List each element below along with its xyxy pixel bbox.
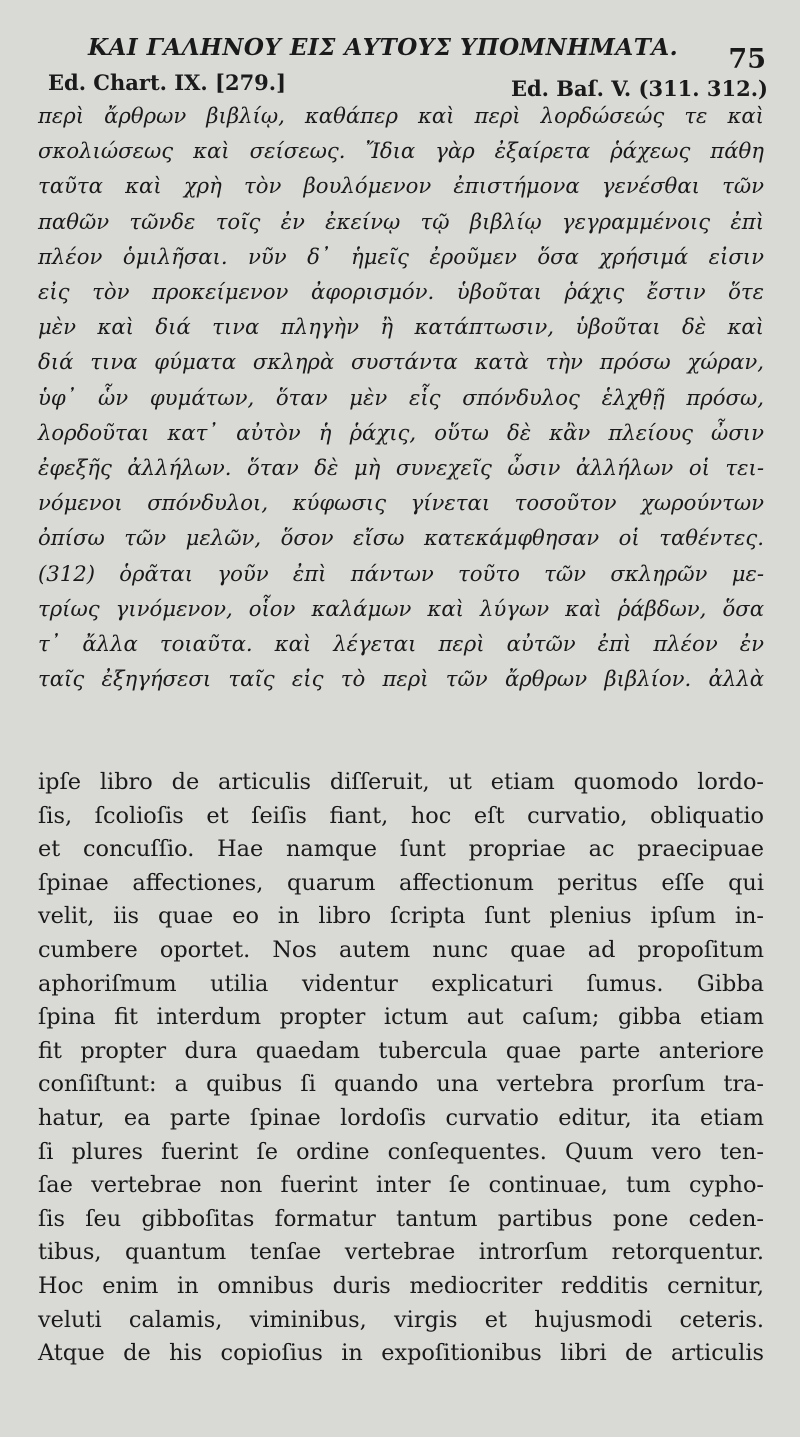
latin-line: ſae vertebrae non fuerint inter ſe continuae, tum cypho- — [38, 1172, 764, 1199]
greek-line: διά τινα φύματα σκληρὰ συστάντα κατὰ τὴν πρόσω χώραν, — [38, 349, 764, 375]
greek-line: περὶ ἄρθρων βιβλίῳ, καθάπερ καὶ περὶ λορδώσεώς τε καὶ — [38, 103, 764, 128]
greek-line: ἐφεξῆς ἀλλήλων. ὅταν δὲ μὴ συνεχεῖς ὦσιν ἀλλήλων οἱ τει- — [38, 455, 764, 481]
latin-line: fit propter dura quaedam tubercula quae parte anteriore — [38, 1037, 764, 1064]
latin-line: ipſe libro de articulis diſſeruit, ut etiam quomodo lordo- — [38, 769, 764, 795]
greek-line: λορδοῦται κατ᾽ αὐτὸν ἡ ῥάχις, οὕτω δὲ κἂν πλείους ὦσιν — [38, 419, 764, 445]
greek-text-block — [38, 98, 764, 696]
greek-line: πλέον ὁμιλῆσαι. νῦν δ᾽ ἡμεῖς ἐροῦμεν ὅσα χρήσιμά εἰσιν — [38, 243, 764, 269]
edition-reference-chartier: Ed. Chart. IX. [279.] — [48, 70, 287, 95]
greek-line: ταῖς ἐξηγήσεσι ταῖς εἰς τὸ περὶ τῶν ἄρθρων βιβλίον. ἀλλὰ — [38, 666, 764, 692]
latin-line: Hoc enim in omnibus duris mediocriter redditis cernitur, — [38, 1272, 764, 1299]
latin-line: tibus, quantum tenſae vertebrae introrſum retorquentur. — [38, 1239, 764, 1266]
latin-text-block — [38, 766, 764, 1371]
greek-line: ταῦτα καὶ χρὴ τὸν βουλόμενον ἐπιστήμονα γενέσθαι τῶν — [38, 173, 764, 199]
latin-line: aphoriſmum utilia videntur explicaturi ſumus. Gibba — [38, 970, 764, 997]
latin-line: et concuſſio. Hae namque ſunt propriae ac praecipuae — [38, 836, 764, 863]
latin-line: conſiſtunt: a quibus ſi quando una vertebra prorſum tra- — [38, 1071, 764, 1098]
edition-reference-basel: Ed. Baſ. V. (311. 312.) — [510, 76, 768, 101]
latin-line: ſpina fit interdum propter ictum aut caſum; gibba etiam — [38, 1004, 764, 1031]
page-number: 75 — [728, 44, 766, 75]
greek-line: (312) ὁρᾶται γοῦν ἐπὶ πάντων τοῦτο τῶν σκληρῶν με- — [38, 560, 764, 586]
greek-line: σκολιώσεως καὶ σείσεως. Ἴδια γὰρ ἐξαίρετα ῥάχεως πάθη — [38, 138, 764, 164]
greek-line: μὲν καὶ διά τινα πληγὴν ἢ κατάπτωσιν, ὑβοῦται δὲ καὶ — [38, 314, 764, 340]
greek-line: εἰς τὸν προκείμενον ἀφορισμόν. ὑβοῦται ῥάχις ἔστιν ὅτε — [38, 279, 764, 305]
latin-line: Atque de his copioſius in expoſitionibus libri de articulis — [38, 1340, 764, 1367]
greek-line: τρίως γινόμενον, οἷον καλάμων καὶ λύγων καὶ ῥάβδων, ὅσα — [38, 595, 764, 621]
greek-line: τ᾽ ἄλλα τοιαῦτα. καὶ λέγεται περὶ αὐτῶν ἐπὶ πλέον ἐν — [38, 631, 764, 657]
latin-line: ſis ſeu gibboſitas formatur tantum partibus pone ceden- — [38, 1205, 764, 1232]
greek-line: νόμενοι σπόνδυλοι, κύφωσις γίνεται τοσοῦτον χωρούντων — [38, 490, 764, 516]
latin-line: ſi plures fuerint ſe ordine conſequentes. Quum vero ten- — [38, 1138, 764, 1165]
latin-line: hatur, ea parte ſpinae lordoſis curvatio editur, ita etiam — [38, 1104, 764, 1131]
latin-line: veluti calamis, viminibus, virgis et hujusmodi ceteris. — [38, 1306, 764, 1333]
latin-line: ſpinae affectiones, quarum affectionum peritus eſſe qui — [38, 869, 764, 896]
greek-line: ὀπίσω τῶν μελῶν, ὅσον εἴσω κατεκάμφθησαν οἱ ταθέντες. — [38, 525, 764, 551]
greek-line: ὑφ᾽ ὧν φυμάτων, ὅταν μὲν εἷς σπόνδυλος ἑλχθῇ πρόσω, — [38, 384, 764, 410]
latin-line: cumbere oportet. Nos autem nunc quae ad propoſitum — [38, 936, 764, 963]
latin-line: velit, iis quae eo in libro ſcripta ſunt plenius ipſum in- — [38, 903, 764, 930]
latin-line: ſis, ſcolioſis et ſeiſis fiant, hoc eſt curvatio, obliquatio — [38, 802, 764, 829]
running-title: ΚΑΙ ΓΑΛΗΝΟΥ ΕΙΣ ΑΥΤΟΥΣ ΥΠΟΜΝΗΜΑΤΑ. — [88, 34, 679, 61]
greek-line: παθῶν τῶνδε τοῖς ἐν ἐκείνῳ τῷ βιβλίῳ γεγραμμένοις ἐπὶ — [38, 208, 764, 234]
